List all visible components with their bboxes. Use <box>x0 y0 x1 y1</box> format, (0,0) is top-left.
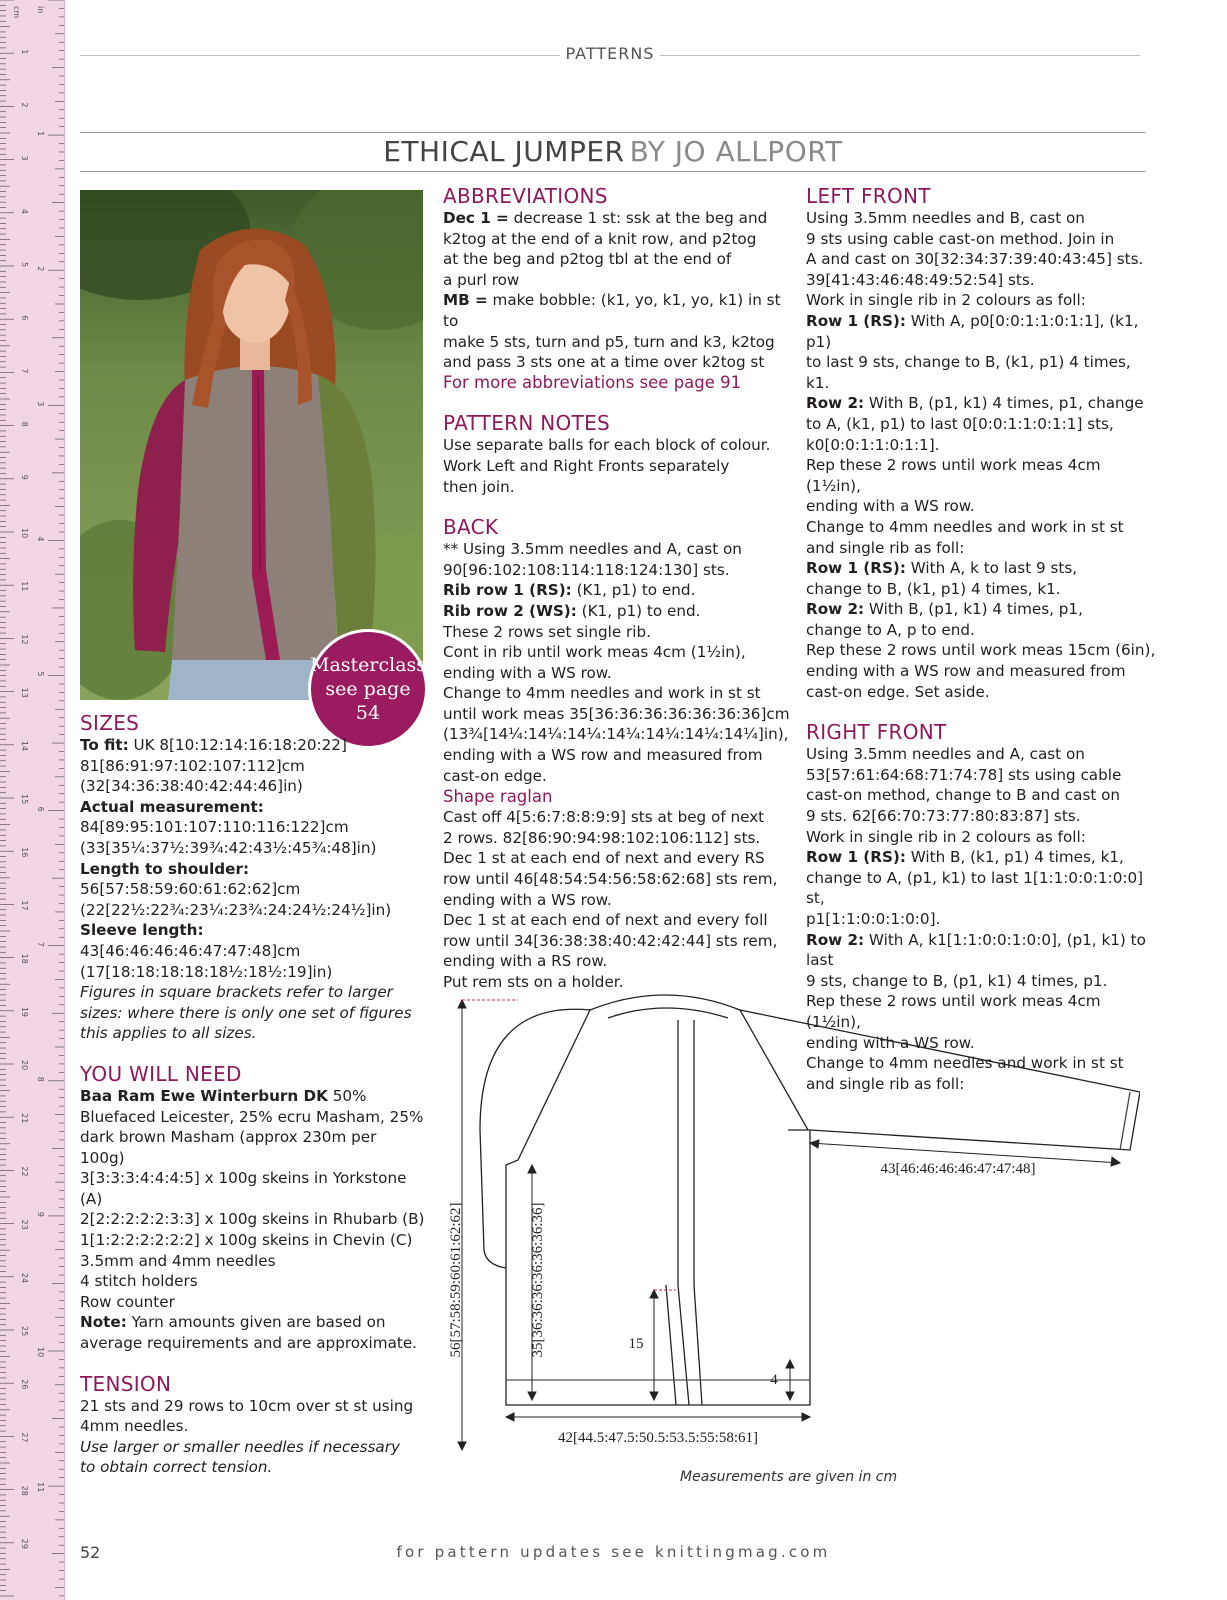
model-photo <box>80 190 423 700</box>
ruler-cm-number: 18 <box>20 953 29 964</box>
abbr-mb-1-text: make bobble: (k1, yo, k1, yo, k1) in st to <box>443 291 781 330</box>
sizes-note-2 <box>80 1003 425 1024</box>
sizes-to-fit <box>80 735 425 756</box>
rf-row2-b: 9 sts, change to B, (p1, k1) 4 times, p1. <box>806 971 1108 990</box>
lf-row1b-label: Row 1 (RS): <box>806 559 906 578</box>
ruler-cm-number: 11 <box>20 581 29 592</box>
schematic-right-raglan <box>740 1010 808 1130</box>
sizes-sleeve-cm: 43[46:46:46:46:47:47:48]cm <box>80 941 301 960</box>
sizes-to-fit-label: To fit: <box>80 736 129 754</box>
sizes-to-fit-in: (32[34:36:38:40:42:44:46]in) <box>80 777 303 796</box>
ruler-in-number: 5 <box>36 671 45 677</box>
ruler-cm-number: 23 <box>20 1219 29 1230</box>
lf-line-10: Rep these 2 rows until work meas 15cm (6in), <box>806 641 1156 660</box>
back-line-3: These 2 rows set single rib. <box>443 622 651 641</box>
ruler-cm-number: 12 <box>20 634 29 645</box>
ruler-in-number: 4 <box>36 536 45 542</box>
left-front-heading: LEFT FRONT <box>806 184 931 208</box>
garment-schematic <box>440 980 1140 1464</box>
ruler-cm-number: 1 <box>20 49 29 55</box>
rf-line-6: Rep these 2 rows until work meas 4cm (1½in), <box>806 992 1101 1031</box>
lf-row1 <box>806 311 1156 352</box>
measuring-ruler <box>0 0 65 1600</box>
rf-row2 <box>806 930 1156 971</box>
rf-line-2: 53[57:61:64:68:71:74:78] sts using cable <box>806 765 1122 784</box>
title-author: BY JO ALLPORT <box>629 135 843 168</box>
lf-row2-b: to A, (k1, p1) to last 0[0:0:1:1:0:1:1] sts, <box>806 414 1114 433</box>
tension-line-1: 21 sts and 29 rows to 10cm over st st using <box>80 1396 414 1415</box>
ruler-ticks <box>0 0 64 1600</box>
need-line-1: Bluefaced Leicester, 25% ecru Masham, 25% <box>80 1107 424 1126</box>
abbreviations-heading: ABBREVIATIONS <box>443 184 608 208</box>
need-line-3: 3[3:3:3:4:4:4:5] x 100g skeins in Yorkstone (A) <box>80 1169 407 1208</box>
schematic-label-split: 15 <box>628 1336 644 1352</box>
abbr-dec-1-text: decrease 1 st: ssk at the beg and <box>513 209 768 227</box>
need-line-5: 1[1:2:2:2:2:2:2] x 100g skeins in Chevin (C) <box>80 1231 413 1250</box>
back-line-5: ending with a WS row. <box>443 663 612 682</box>
title-main: ETHICAL JUMPER <box>383 135 625 168</box>
raglan-line-6: Dec 1 st at each end of next and every foll <box>443 911 768 930</box>
need-note-1: Yarn amounts given are based on <box>131 1313 386 1332</box>
ruler-cm-number: 7 <box>20 368 29 374</box>
ruler-cm-number: 10 <box>20 528 29 539</box>
lf-line-8: Change to 4mm needles and work in st st <box>806 517 1124 536</box>
schematic-body-outline <box>506 1130 810 1405</box>
abbr-dec-4: a purl row <box>443 270 520 289</box>
sizes-actual-label <box>80 797 425 818</box>
sizes-actual-label-text: Actual measurement: <box>80 797 264 816</box>
tension-line-4 <box>80 1457 425 1478</box>
schematic-split-line <box>666 1285 676 1405</box>
sizes-length-cm: 56[57:58:59:60:61:62:62]cm <box>80 880 301 899</box>
back-line-2: 90[96:102:108:114:118:124:130] sts. <box>443 560 730 579</box>
back-rib-1-label: Rib row 1 (RS): <box>443 581 572 600</box>
ruler-cm-number: 3 <box>20 155 29 161</box>
raglan-line-1: Cast off 4[5:6:7:8:8:9:9] sts at beg of next <box>443 808 765 827</box>
ruler-in-number: 3 <box>36 401 45 407</box>
notes-line-1: Use separate balls for each block of colour. <box>443 436 771 455</box>
sizes-to-fit-value: UK 8[10:12:14:16:18:20:22] <box>133 736 347 754</box>
ruler-in-number: 7 <box>36 941 45 947</box>
sizes-note-3-text: this applies to all sizes. <box>80 1024 257 1043</box>
sizes-sleeve-in: (17[18:18:18:18:18½:18½:19]in) <box>80 962 333 981</box>
sizes-length-label <box>80 859 425 880</box>
section-label: PATTERNS <box>562 44 659 63</box>
ruler-in-label: in <box>36 6 45 14</box>
abbr-more-link[interactable]: For more abbreviations see page 91 <box>443 372 742 392</box>
need-yarn-name: Baa Ram Ewe Winterburn DK <box>80 1086 328 1105</box>
back-rib-1-text: (K1, p1) to end. <box>576 581 696 600</box>
ruler-in-number: 11 <box>36 1482 45 1493</box>
raglan-line-8: ending with a RS row. <box>443 952 608 971</box>
need-heading: YOU WILL NEED <box>80 1061 242 1086</box>
ruler-cm-number: 21 <box>20 1113 29 1124</box>
lf-row1b-a: With A, k to last 9 sts, <box>910 559 1078 578</box>
need-note <box>80 1312 425 1333</box>
need-line-2: dark brown Masham (approx 230m per 100g) <box>80 1128 377 1167</box>
raglan-line-4: row until 46[48:54:54:56:58:62:68] sts rem, <box>443 870 778 889</box>
back-rib-2-text: (K1, p1) to end. <box>581 601 701 620</box>
abbr-mb-2: make 5 sts, turn and p5, turn and k3, k2tog <box>443 332 775 351</box>
schematic-label-length: 56[57:58:59:60:61:62:62] <box>448 1202 464 1358</box>
lf-line-9: and single rib as foll: <box>806 538 965 557</box>
rf-row1-label: Row 1 (RS): <box>806 848 906 867</box>
schematic-label-to-armhole: 35[36:36:36:36:36:36:36] <box>530 1202 546 1358</box>
sizes-note-2-text: sizes: where there is only one set of figures <box>80 1003 412 1022</box>
lf-line-11: ending with a WS row and measured from <box>806 662 1126 681</box>
page-title <box>80 132 1146 172</box>
schematic-left-raglan <box>506 1010 590 1165</box>
rf-row1 <box>806 847 1156 868</box>
rf-line-1: Using 3.5mm needles and A, cast on <box>806 745 1085 764</box>
schematic-neck-inner <box>608 1008 728 1018</box>
ruler-cm-number: 15 <box>20 794 29 805</box>
notes-line-2: Work Left and Right Fronts separately <box>443 456 730 475</box>
tension-line-3-text: Use larger or smaller needles if necessary <box>80 1437 400 1456</box>
need-line-6: 3.5mm and 4mm needles <box>80 1251 276 1270</box>
lf-line-5: Work in single rib in 2 colours as foll: <box>806 291 1086 310</box>
back-rib-2-label: Rib row 2 (WS): <box>443 601 577 620</box>
back-line-6: Change to 4mm needles and work in st st <box>443 684 761 703</box>
schematic-cuff-line <box>1120 1092 1130 1150</box>
lf-line-12: cast-on edge. Set aside. <box>806 682 990 701</box>
need-line-8: Row counter <box>80 1292 175 1311</box>
lf-line-4: 39[41:43:46:48:49:52:54] sts. <box>806 270 1035 289</box>
back-line-10: cast-on edge. <box>443 766 547 785</box>
back-rib-1 <box>443 580 793 601</box>
lf-row2b <box>806 599 1156 620</box>
sizes-note-1 <box>80 982 425 1003</box>
lf-row1-a: With A, p0[0:0:1:1:0:1:1], (k1, p1) <box>806 311 1139 351</box>
need-note-2: average requirements and are approximate. <box>80 1334 418 1353</box>
lf-row2b-b: change to A, p to end. <box>806 620 975 639</box>
section-rule-right <box>660 55 1140 56</box>
rf-row2-label: Row 2: <box>806 930 865 949</box>
abbr-mb-label: MB = <box>443 291 488 310</box>
tension-line-2: 4mm needles. <box>80 1417 189 1436</box>
back-line-1: ** Using 3.5mm needles and A, cast on <box>443 540 742 559</box>
rf-line-7: ending with a WS row. <box>806 1033 975 1052</box>
schematic-svg <box>440 980 1140 1460</box>
raglan-line-2: 2 rows. 82[86:90:94:98:102:106:112] sts. <box>443 828 761 847</box>
tension-heading: TENSION <box>80 1371 172 1396</box>
sizes-heading: SIZES <box>80 711 140 735</box>
ruler-in-number: 8 <box>36 1076 45 1082</box>
sizes-sleeve <box>80 920 425 961</box>
tension-line-3 <box>80 1437 425 1458</box>
abbr-dec-label: Dec 1 = <box>443 209 509 227</box>
back-line-4: Cont in rib until work meas 4cm (1½in), <box>443 643 746 662</box>
tension-line-4-text: to obtain correct tension. <box>80 1458 273 1477</box>
abbr-dec-1 <box>443 208 793 229</box>
rf-row2-a: With A, k1[1:1:0:0:1:0:0], (p1, k1) to last <box>806 930 1146 970</box>
sizes-to-fit-cm: 81[86:91:97:102:107:112]cm <box>80 756 305 775</box>
schematic-stripe-line-2 <box>694 1020 702 1405</box>
need-yarn-pct: 50% <box>332 1086 367 1105</box>
lf-line-7: ending with a WS row. <box>806 497 975 516</box>
sizes-actual-cm: 84[89:95:101:107:110:116:122]cm <box>80 818 349 837</box>
footer-url[interactable]: for pattern updates see knittingmag.com <box>396 1543 831 1561</box>
back-line-7: until work meas 35[36:36:36:36:36:36:36]cm <box>443 704 790 723</box>
sizes-sleeve-label: Sleeve length: <box>80 921 204 940</box>
sizes-note-1-text: Figures in square brackets refer to larger <box>80 983 393 1002</box>
lf-row1b-b: change to B, (k1, p1) 4 times, k1. <box>806 579 1061 598</box>
ruler-cm-number: 13 <box>20 687 29 698</box>
need-line-4: 2[2:2:2:2:2:3:3] x 100g skeins in Rhubarb (B) <box>80 1210 425 1229</box>
lf-row1-b: to last 9 sts, change to B, (k1, p1) 4 times, k1. <box>806 353 1131 392</box>
need-note-label: Note: <box>80 1313 127 1332</box>
ruler-cm-number: 28 <box>20 1485 29 1496</box>
schematic-stripe-line-1 <box>678 1020 689 1405</box>
section-tag <box>80 44 1140 66</box>
sizes-length-label-text: Length to shoulder: <box>80 859 250 878</box>
back-line-8: (13¾[14¼:14¼:14¼:14¼:14¼:14¼:14¼]in), <box>443 725 789 744</box>
schematic-label-sleeve: 43[46:46:46:46:47:47:48] <box>880 1161 1036 1177</box>
ruler-cm-number: 2 <box>20 102 29 108</box>
lf-row2b-a: With B, (p1, k1) 4 times, p1, <box>868 600 1083 619</box>
schematic-label-width: 42[44.5:47.5:50.5:53.5:55:58:61] <box>558 1430 758 1446</box>
sizes-note-3 <box>80 1023 425 1044</box>
abbr-dec-3: at the beg and p2tog tbl at the end of <box>443 250 732 269</box>
ruler-in-number: 2 <box>36 266 45 272</box>
raglan-line-3: Dec 1 st at each end of next and every RS <box>443 849 765 868</box>
sizes-actual-in: (33[35¼:37½:39¾:42:43½:45¾:48]in) <box>80 838 377 857</box>
lf-row2b-label: Row 2: <box>806 600 865 619</box>
lf-line-3: A and cast on 30[32:34:37:39:40:43:45] sts. <box>806 250 1144 269</box>
raglan-line-5: ending with a WS row. <box>443 890 612 909</box>
rf-line-5: Work in single rib in 2 colours as foll: <box>806 827 1086 846</box>
ruler-cm-label: cm <box>12 6 21 19</box>
need-yarn <box>80 1086 425 1107</box>
rf-line-4: 9 sts. 62[66:70:73:77:80:83:87] sts. <box>806 807 1081 826</box>
lf-row2 <box>806 393 1156 414</box>
back-heading: BACK <box>443 515 499 540</box>
rf-row1-b: change to A, (p1, k1) to last 1[1:1:0:0:1:0:0] st, <box>806 868 1144 908</box>
raglan-line-9: Put rem sts on a holder. <box>443 973 624 991</box>
column-middle <box>443 184 793 993</box>
page-number: 52 <box>80 1543 101 1562</box>
badge-line-1: Masterclass <box>309 654 427 676</box>
pattern-notes-heading: PATTERN NOTES <box>443 411 610 436</box>
schematic-sleeve <box>740 1010 1140 1150</box>
need-line-7: 4 stitch holders <box>80 1272 198 1291</box>
ruler-in-number: 9 <box>36 1211 45 1217</box>
abbr-dec-2: k2tog at the end of a knit row, and p2tog <box>443 229 757 248</box>
ruler-cm-number: 9 <box>20 474 29 480</box>
ruler-cm-number: 19 <box>20 1006 29 1017</box>
ruler-in-number: 6 <box>36 806 45 812</box>
sizes-length-in: (22[22½:22¾:23¼:23¾:24:24½:24½]in) <box>80 900 392 919</box>
ruler-cm-number: 24 <box>20 1272 29 1283</box>
lf-line-6: Rep these 2 rows until work meas 4cm (1½in), <box>806 456 1101 495</box>
badge-line-2: see page 54 <box>325 678 411 724</box>
lf-row1b <box>806 558 1156 579</box>
rf-line-9: and single rib as foll: <box>806 1074 965 1093</box>
back-rib-2 <box>443 601 793 622</box>
ruler-cm-number: 16 <box>20 847 29 858</box>
column-right <box>806 184 1156 1094</box>
abbr-mb-3: and pass 3 sts one at a time over k2tog st <box>443 353 765 372</box>
ruler-cm-number: 5 <box>20 262 29 268</box>
measurements-note: Measurements are given in cm <box>680 1469 898 1485</box>
ruler-cm-number: 26 <box>20 1379 29 1390</box>
section-rule-left <box>80 55 560 56</box>
right-front-heading: RIGHT FRONT <box>806 720 947 745</box>
lf-line-2: 9 sts using cable cast-on method. Join in <box>806 229 1115 248</box>
ruler-cm-number: 4 <box>20 208 29 214</box>
lf-row2-a: With B, (p1, k1) 4 times, p1, change <box>868 394 1144 413</box>
rf-row1-a: With B, (k1, p1) 4 times, k1, <box>910 848 1124 867</box>
ruler-cm-number: 25 <box>20 1326 29 1337</box>
column-left <box>80 711 425 1478</box>
ruler-cm-number: 17 <box>20 900 29 911</box>
ruler-in-number: 10 <box>36 1347 45 1358</box>
ruler-cm-number: 8 <box>20 421 29 427</box>
notes-line-3: then join. <box>443 477 515 496</box>
rf-line-8: Change to 4mm needles and work in st st <box>806 1054 1124 1073</box>
rf-line-3: cast-on method, change to B and cast on <box>806 786 1121 805</box>
raglan-line-7: row until 34[36:38:38:40:42:42:44] sts rem, <box>443 931 778 950</box>
rf-row1-c: p1[1:1:0:0:1:0:0]. <box>806 910 941 928</box>
ruler-in-number: 1 <box>36 131 45 137</box>
lf-row2-label: Row 2: <box>806 394 865 413</box>
ruler-cm-number: 22 <box>20 1166 29 1177</box>
raglan-heading: Shape raglan <box>443 787 553 807</box>
ruler-cm-number: 27 <box>20 1432 29 1443</box>
ruler-cm-number: 20 <box>20 1060 29 1071</box>
lf-row2-c: k0[0:0:1:1:0:1:1]. <box>806 435 940 454</box>
schematic-label-rib: 4 <box>770 1372 778 1388</box>
back-line-9: ending with a WS row and measured from <box>443 746 763 765</box>
ruler-cm-number: 6 <box>20 315 29 321</box>
model-photo-illustration <box>80 190 423 700</box>
lf-row1-label: Row 1 (RS): <box>806 311 906 330</box>
ruler-cm-number: 29 <box>20 1538 29 1549</box>
lf-line-1: Using 3.5mm needles and B, cast on <box>806 209 1085 227</box>
abbr-mb-1 <box>443 290 793 331</box>
ruler-cm-number: 14 <box>20 740 29 751</box>
